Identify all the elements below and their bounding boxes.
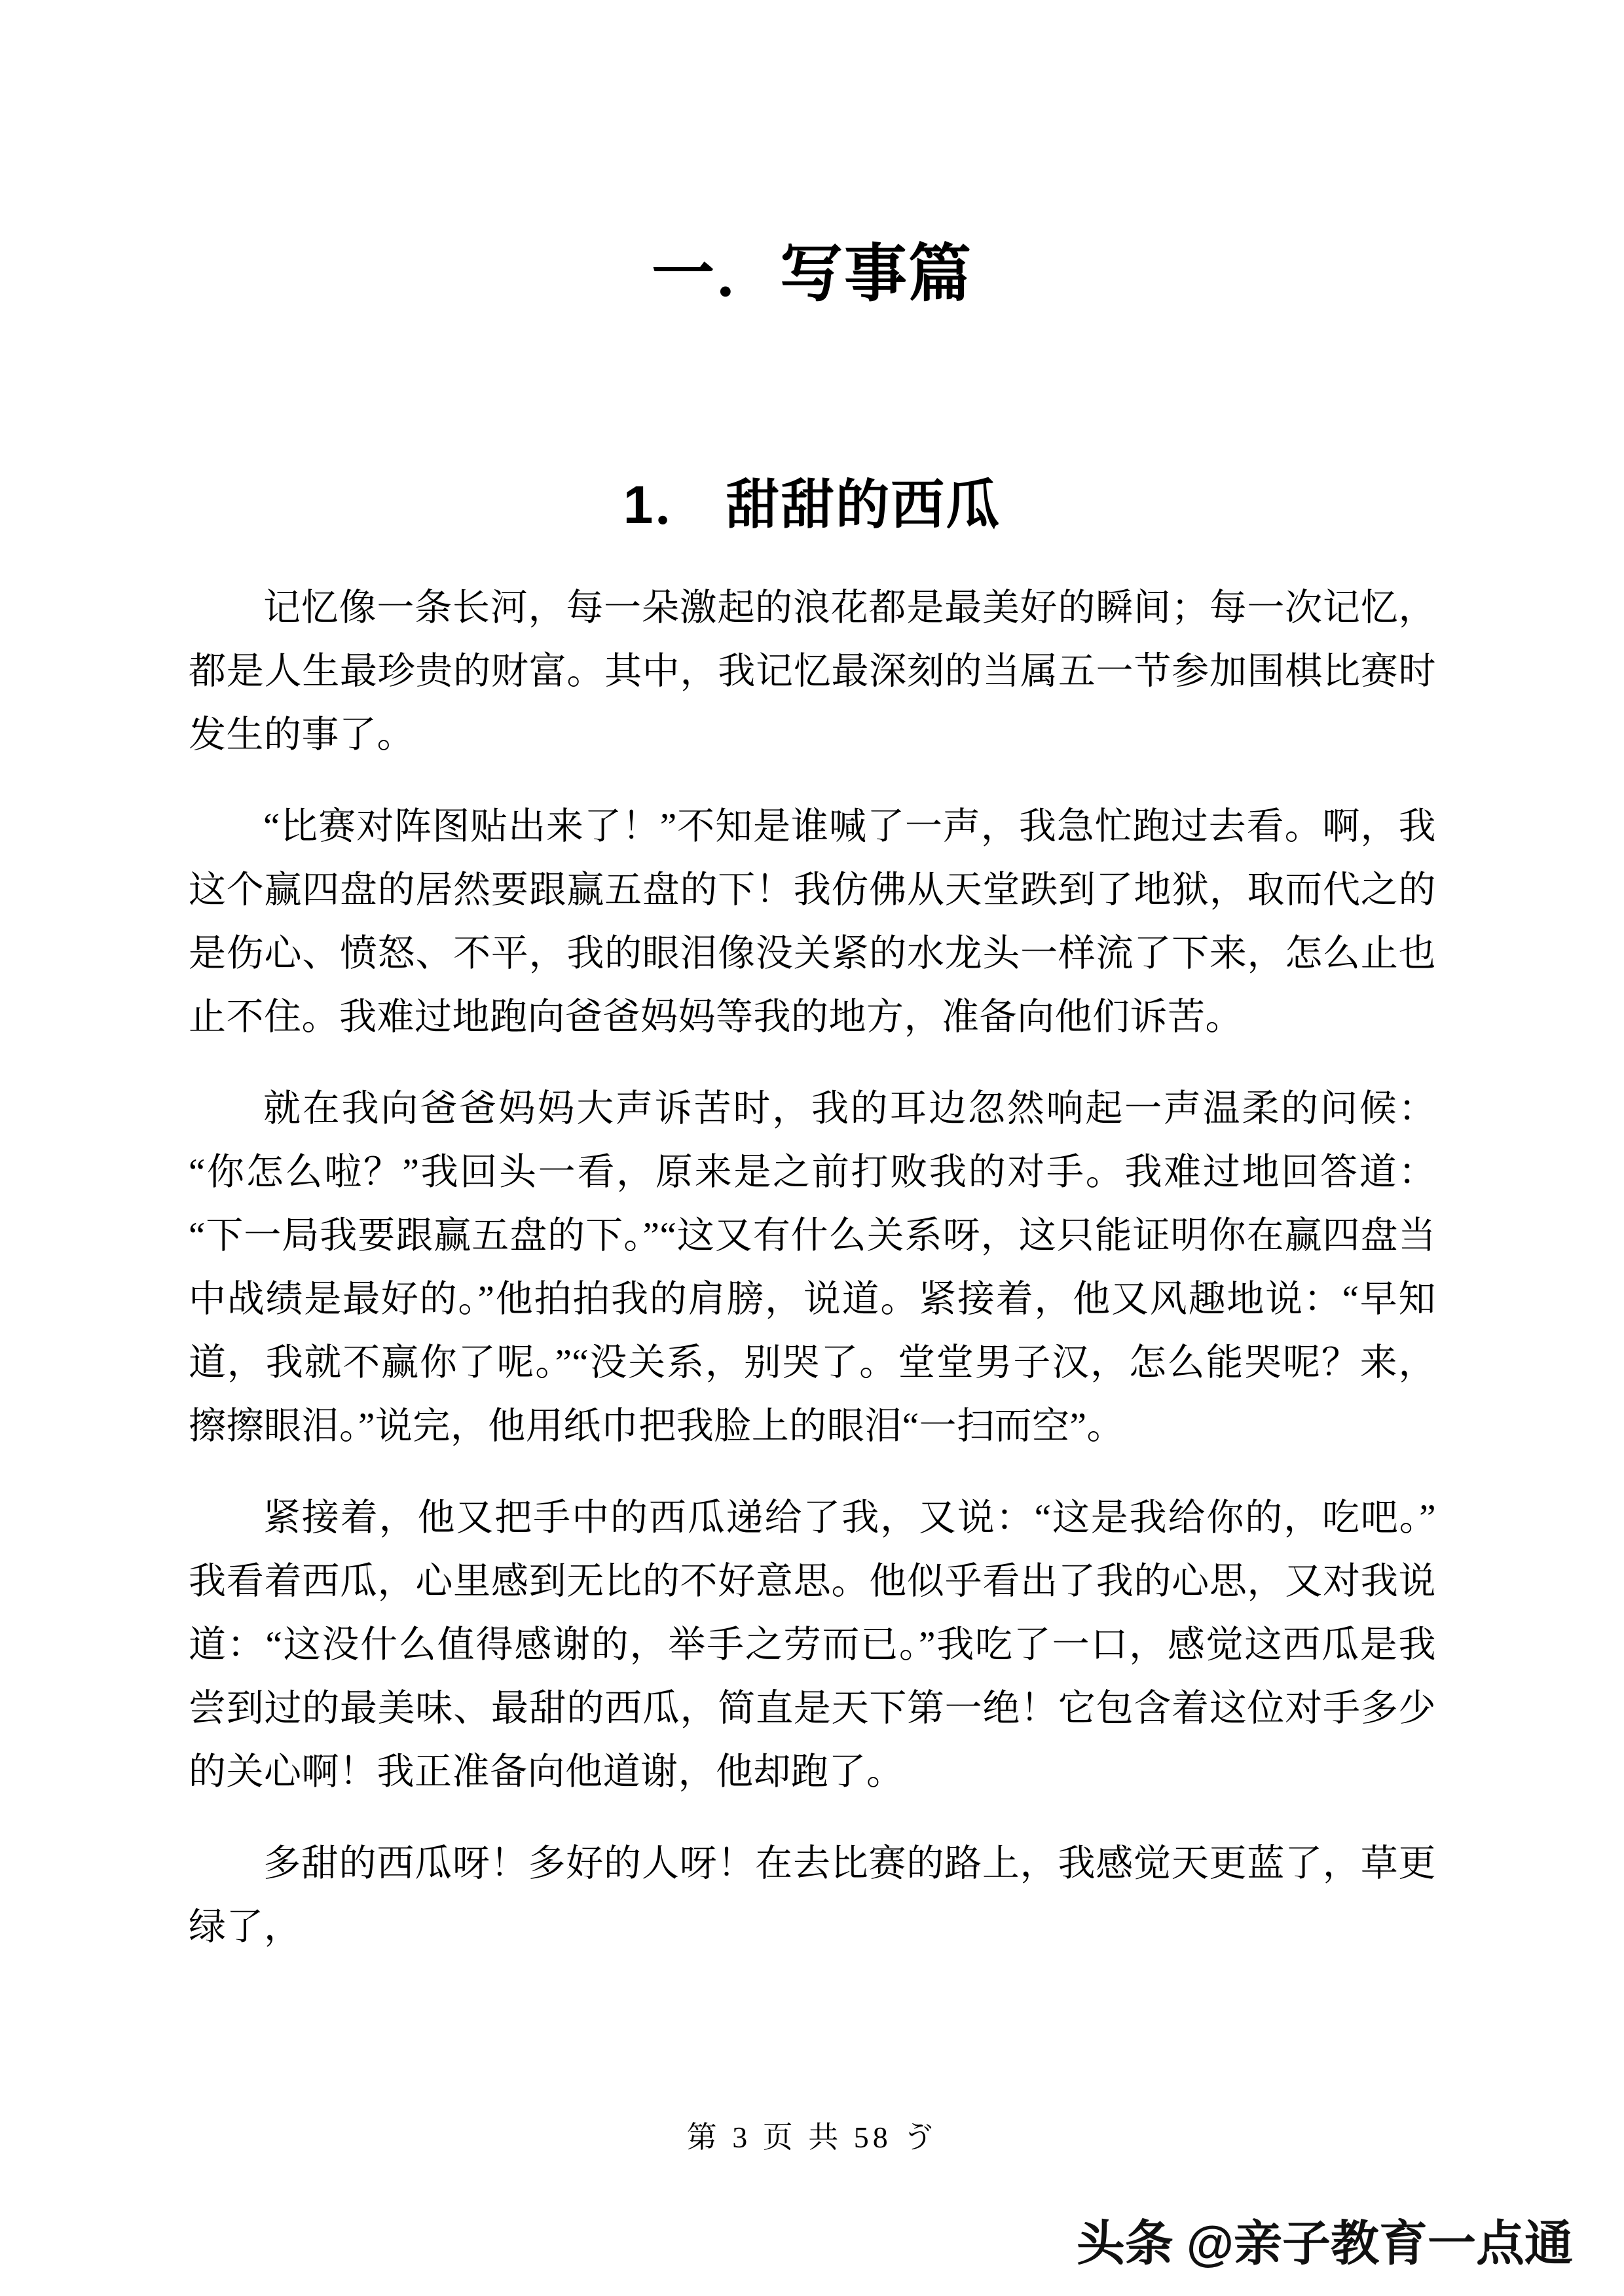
paragraph: 记忆像一条长河，每一朵激起的浪花都是最美好的瞬间；每一次记忆，都是人生最珍贵的财富。其中，我记忆最深刻的当属五一节参加围棋比赛时发生的事了。 bbox=[189, 587, 1436, 756]
page-footer bbox=[0, 2113, 1624, 2157]
section-title: 1． 甜甜的西瓜 bbox=[623, 475, 1001, 536]
body-text-area bbox=[189, 576, 1436, 1987]
paragraph: 就在我向爸爸妈妈大声诉苦时，我的耳边忽然响起一声温柔的问候：“你怎么啦？”我回头一看，原来是之前打败我的对手。我难过地回答道：“下一局我要跟赢五盘的下。”“这又有什么关系呀，这只能证明你在赢四盘当中战绩是最好的。”他拍拍我的肩膀，说道。紧接着，他又风趣地说：“早知道，我就不赢你了呢。”“没关系，别哭了。堂堂男子汉，怎么能哭呢？来，擦擦眼泪。”说完，他用纸巾把我脸上的眼泪“一扫而空”。 bbox=[189, 1088, 1436, 1447]
footer-page-indicator: 第 3 页 共 58 ゔ bbox=[686, 2121, 938, 2154]
document-title: 一．写事篇 bbox=[652, 239, 972, 310]
paragraph: 紧接着，他又把手中的西瓜递给了我，又说：“这是我给你的，吃吧。”我看着西瓜，心里感到无比的不好意思。他似乎看出了我的心思，又对我说道：“这没什么值得感谢的，举手之劳而已。”我吃了一口，感觉这西瓜是我尝到过的最美味、最甜的西瓜，简直是天下第一绝！它包含着这位对手多少的关心啊！我正准备向他道谢，他却跑了。 bbox=[189, 1497, 1436, 1793]
watermark-handle: @亲子教育一点通 bbox=[1186, 2216, 1573, 2270]
watermark bbox=[1077, 2205, 1573, 2274]
paragraph: 多甜的西瓜呀！多好的人呀！在去比赛的路上，我感觉天更蓝了，草更绿了， bbox=[189, 1843, 1436, 1948]
paragraph: “比赛对阵图贴出来了！”不知是谁喊了一声，我急忙跑过去看。啊，我这个赢四盘的居然要跟赢五盘的下！我仿佛从天堂跌到了地狱，取而代之的是伤心、愤怒、不平，我的眼泪像没关紧的水龙头一样流了下来，怎么止也止不住。我难过地跑向爸爸妈妈等我的地方，准备向他们诉苦。 bbox=[189, 806, 1436, 1038]
watermark-brand: 头条 bbox=[1076, 2216, 1173, 2270]
